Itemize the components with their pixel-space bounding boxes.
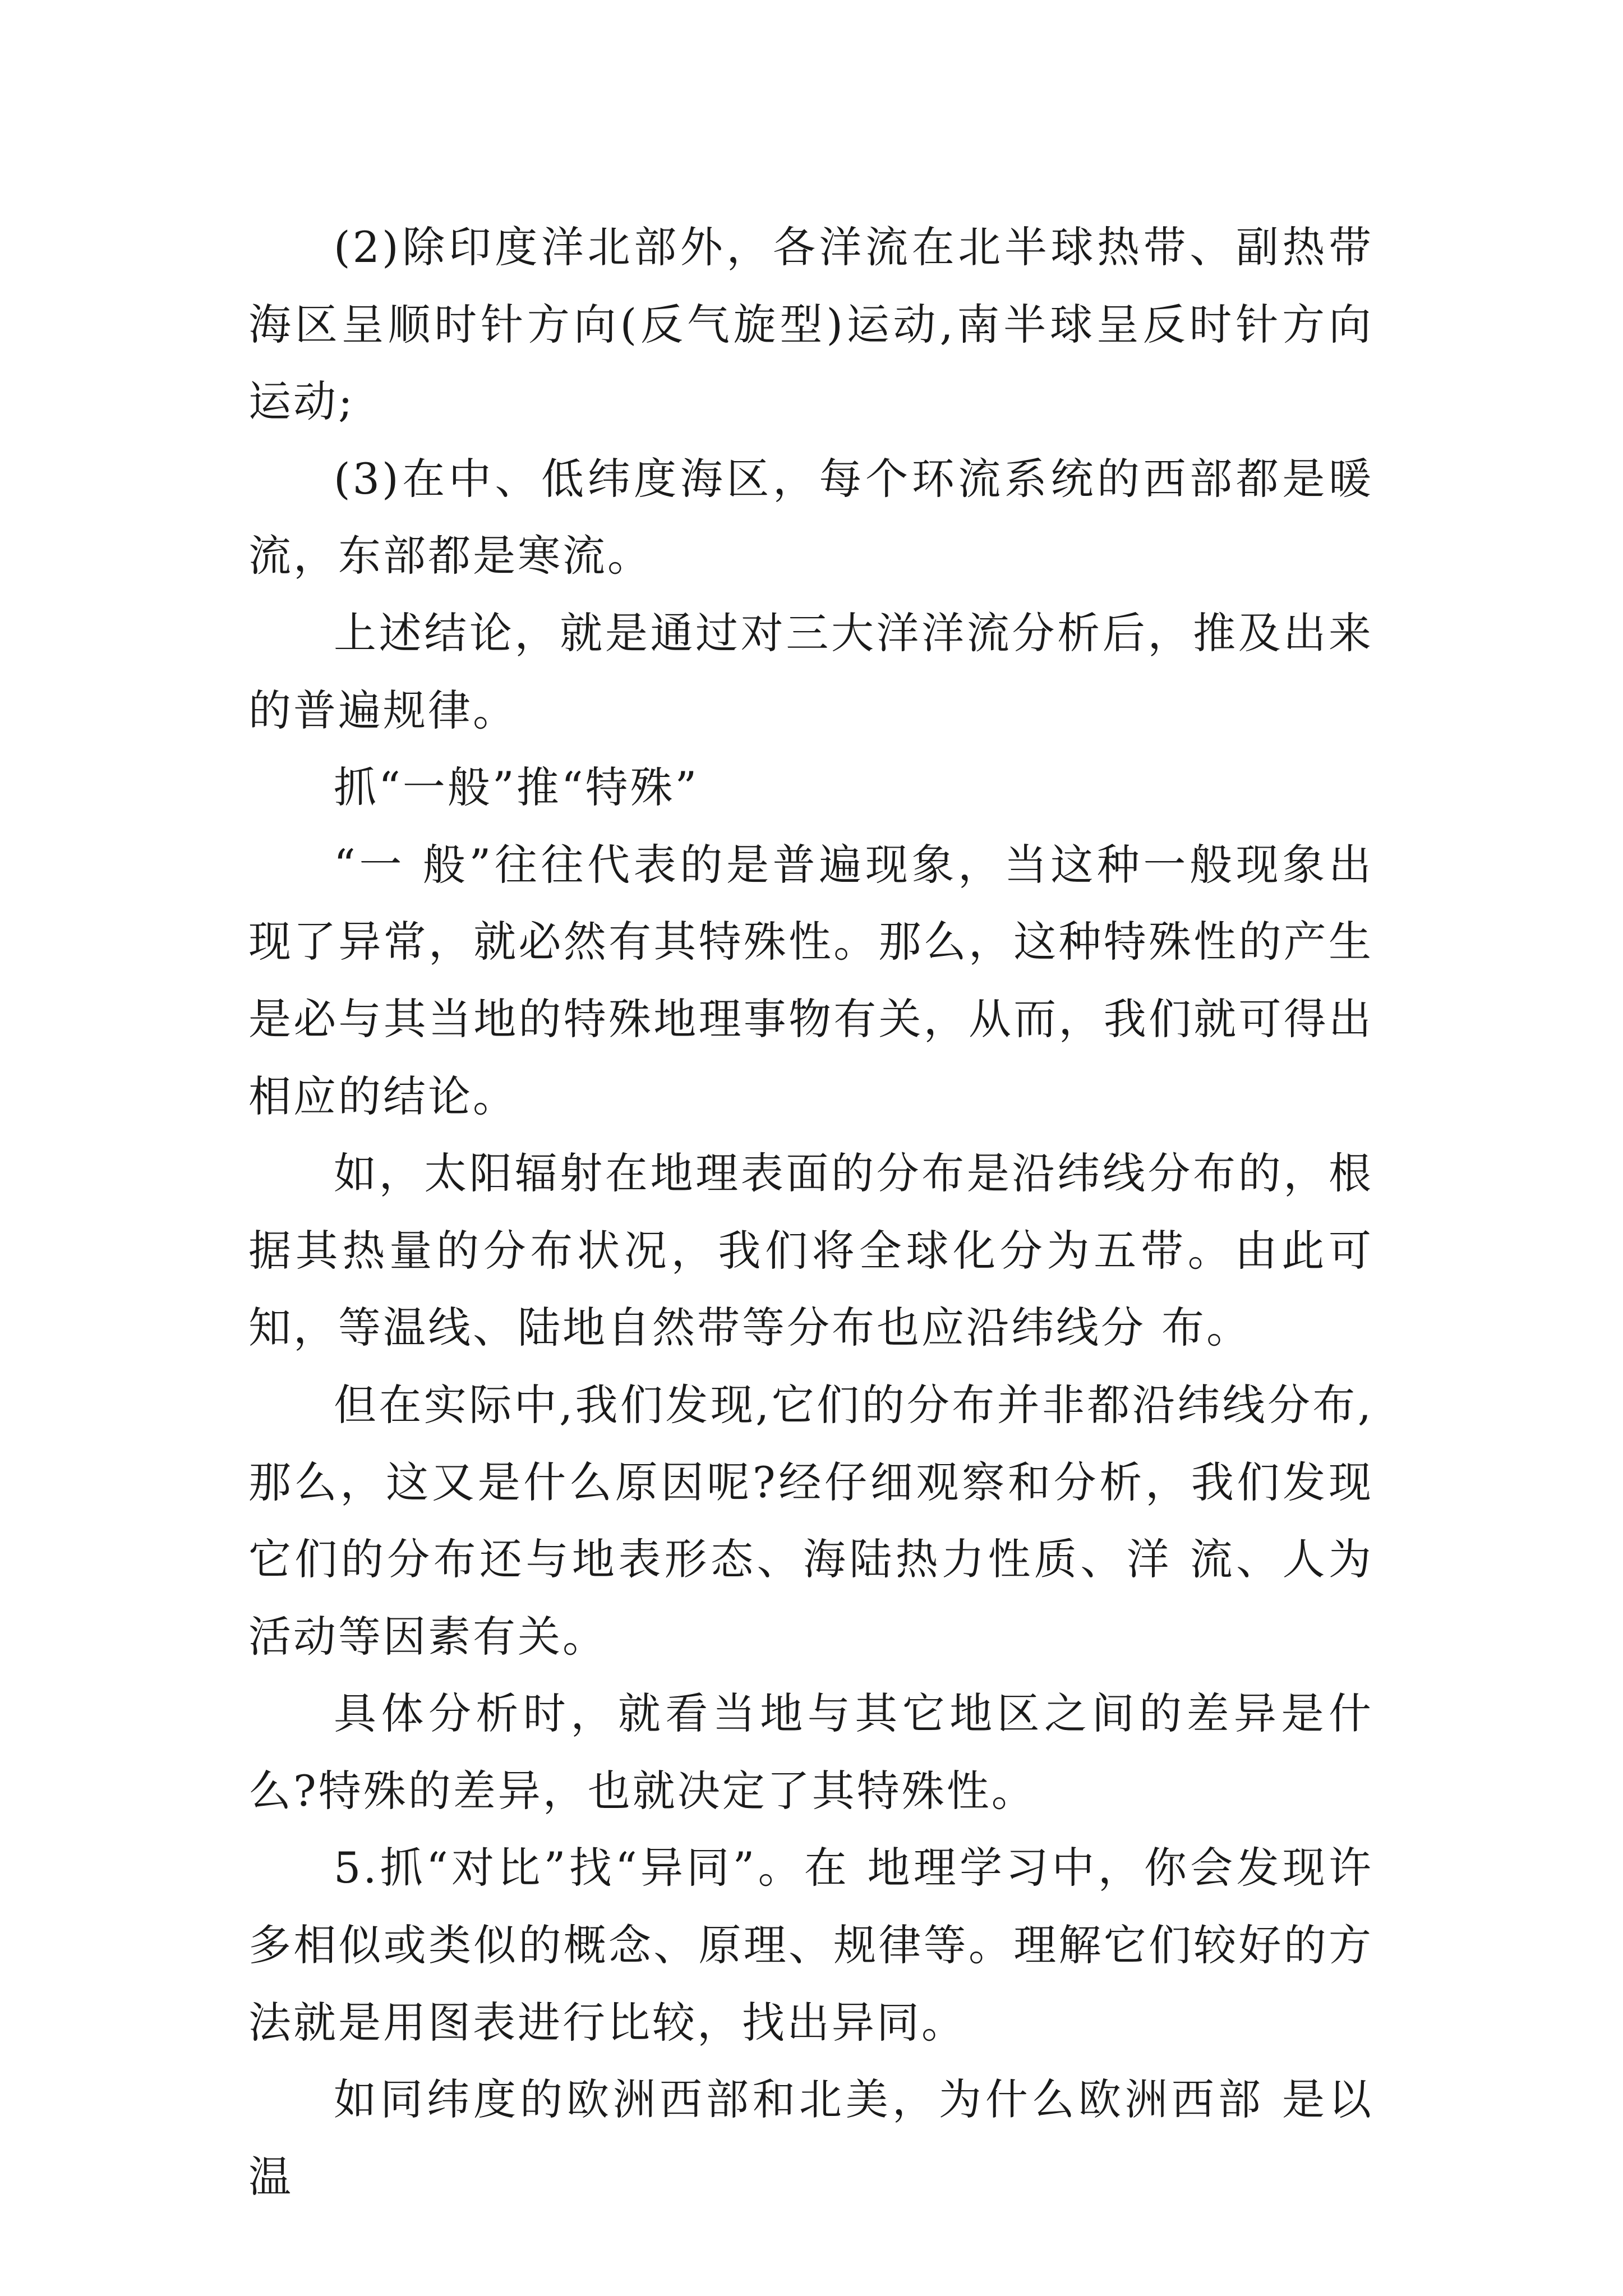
paragraph-europe-north-america: 如同纬度的欧洲西部和北美，为什么欧洲西部 是以温 <box>248 2074 1373 2202</box>
paragraph-distribution-factors: 但在实际中,我们发现,它们的分布并非都沿纬线分布,那么，这又是什么原因呢?经仔细观察和分析，我们发现它们的分布还与地表形态、海陆热力性质、洋 流、人为活动等因素有关。 <box>248 1379 1373 1662</box>
paragraph-ocean-current-rotation: (2)除印度洋北部外，各洋流在北半球热带、副热带海区呈顺时针方向(反气旋型)运动,南半球呈反时针方向运动; <box>248 222 1373 427</box>
paragraph-specific-analysis: 具体分析时，就看当地与其它地区之间的差异是什么?特殊的差异，也就决定了其特殊性。 <box>248 1688 1373 1816</box>
section-heading-general-special: 抓“一般”推“特殊” <box>334 762 699 813</box>
paragraph-comparison-method: 5.抓“对比”找“异同”。在 地理学习中，你会发现许多相似或类似的概念、原理、规律等。理解它们较好的方法就是用图表进行比较，找出异同。 <box>248 1843 1373 2047</box>
paragraph-conclusion: 上述结论，就是通过对三大洋洋流分析后，推及出来的普遍规律。 <box>248 608 1373 735</box>
paragraph-warm-cold-currents: (3)在中、低纬度海区，每个环流系统的西部都是暖流，东部都是寒流。 <box>248 453 1373 581</box>
document-body <box>248 209 1373 2215</box>
paragraph-solar-radiation: 如，太阳辐射在地理表面的分布是沿纬线分布的，根据其热量的分布状况，我们将全球化分为五带。由此可知，等温线、陆地自然带等分布也应沿纬线分 布。 <box>248 1148 1373 1353</box>
paragraph-general-phenomenon: “一 般”往往代表的是普遍现象，当这种一般现象出现了异常，就必然有其特殊性。那么，这种特殊性的产生是必与其当地的特殊地理事物有关，从而，我们就可得出相应的结论。 <box>248 839 1373 1121</box>
